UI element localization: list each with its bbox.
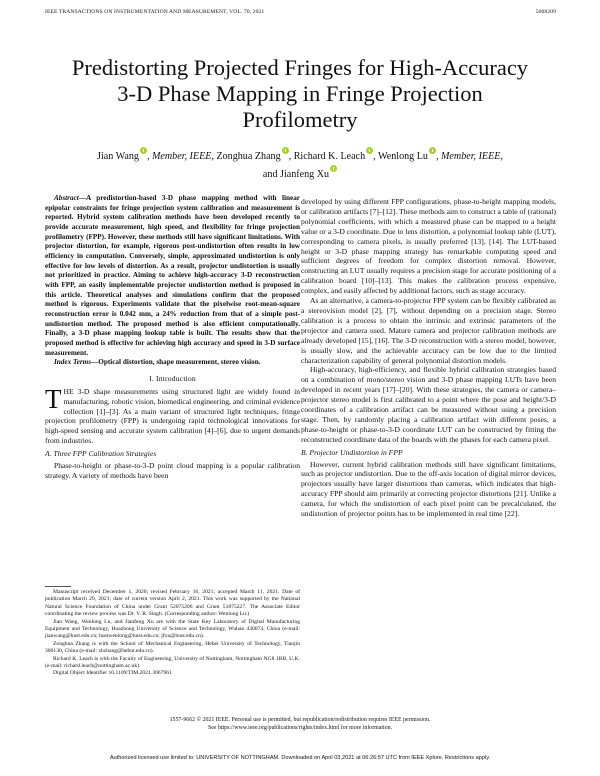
footnote-affiliation-3: Richard K. Leach is with the Faculty of Engineering, University of Nottingham, Nottingham NG8 1BB, U.K. (e-mail: richard.leach@nottingham.ac.uk). — [45, 655, 300, 670]
index-terms-text: —Optical distortion, shape measurement, stereo vision. — [91, 358, 261, 367]
paper-title — [40, 55, 560, 133]
subsection-heading-a: A. Three FPP Calibration Strategies — [45, 449, 157, 459]
running-header — [45, 9, 556, 18]
journal-name: IEEE TRANSACTIONS ON INSTRUMENTATION AND MEASUREMENT, VOL. 70, 2021 — [45, 9, 265, 15]
license-suffix: . Downloaded on April 03,2021 at 06:26:57 UTC from IEEE Xplore. Restrictions apply. — [278, 755, 491, 761]
index-terms-label: Index Terms — [54, 358, 92, 367]
orcid-icon[interactable] — [140, 147, 147, 154]
author-richard-leach: , Richard K. Leach — [288, 151, 366, 162]
section-heading-introduction: I. Introduction — [149, 373, 196, 383]
subsection-a-paragraph: Phase-to-height or phase-to-3-D point cloud mapping is a popular calibration strategy. A variety of methods have been — [45, 461, 300, 480]
intro-text: HE 3-D shape measurements using structured light are widely found in manufacturing, robotic vision, biomedical engineering, and criminal evidence collection [1]–[3]. As a main variant of structured light techniques, fringe projection profilometry (FPP) is undergoing rapid technological innovations for high-speed sensing and accurate system calibration [4]–[6], due to urgent demands from industries. — [45, 386, 300, 446]
index-terms — [45, 358, 300, 368]
author-wenlong-lu: , Wenlong Lu — [373, 151, 428, 162]
author-separator: , — [500, 151, 503, 162]
orcid-icon[interactable] — [282, 147, 289, 154]
right-paragraph-4: However, current hybrid calibration methods still have significant limitations, such as projector undistortion. Due to the off-axis location of digital mirror devices, projectors usually have larger distortions than cameras, which indicates that high-accuracy FPP should aim primarily at correcting projector distortions [21]. Unlike a camera, for which the undistortion of each pixel point can be precalculated, the undistortion of projector points has to be implemented in real time [22]. — [301, 459, 556, 519]
author-jian-wang: Jian Wang — [97, 151, 139, 162]
footnote-manuscript: Manuscript received December 1, 2020; revised February 16, 2021; accepted March 11, 2021. Date of publication March 29, 2021; date of current version April 2, 2021. This work was supported by the National Natural Science Foundation of China under Grant 52075206 and Grant 51875227. The Associate Editor coordinating the review process was Dr. V. R. Singh. (Corresponding author: Wenlong Lu.) — [45, 589, 300, 618]
abstract — [45, 194, 300, 358]
footnote-doi: Digital Object Identifier 10.1109/TIM.2021.3067961 — [53, 670, 172, 677]
right-paragraph-3: High-accuracy, high-efficiency, and flexible hybrid calibration strategies based on a combination of mono/stereo vision and 3-D phase mapping LUTs have been developed in recent years [17]–[20]. With these strategies, the camera or camera–projector stereo model is first calibrated to a point where the pose and height/3-D coordinates of a calibration artifact can be measured without using a precision stage. Then, by randomly placing a calibration artifact with different poses, a phase-to-height or phase-to-3-D coordinate LUT can be constructed by fitting the reconstructed coordinate data of the boards with the phases for each camera pixel. — [301, 365, 556, 444]
footnote-block — [45, 589, 300, 678]
author-line-2 — [60, 165, 540, 183]
author-role: , Member, IEEE — [435, 151, 501, 162]
footnote-affiliation-2: Zonghua Zhang is with the School of Mechanical Engineering, Hebei University of Technology, Tianjin 300130, China (e-mail: zhzhang@hebut.edu.cn). — [45, 640, 300, 655]
copyright-notice — [60, 716, 540, 732]
title-line-3: Profilometry — [242, 107, 358, 132]
author-list — [60, 147, 540, 183]
subsection-heading-b: B. Projector Undistortion in FPP — [301, 447, 403, 457]
abstract-text: —A predistortion-based 3-D phase mapping method with linear epipolar constraints for fringe projection system calibration and measurement is reported. Hybrid system calibration methods have been developed recently to provide accurate measurement, high speed, and flexibility for fringe projection profilometry (FPP). However, these methods still have significant limitations. With projector distortion, for example, rigorous post-undistortion often results in low efficiency in computation. Conversely, simple, approximated undistortion is only effective for low levels of distortion. As a result, projector undistortion is usually not prioritized in practice. Aiming to achieve high-accuracy 3-D reconstruction with FPP, an easily implementable projector undistortion method is proposed in this article. Theoretical analyses and simulations confirm that the proposed method is rigorous. Experiments validate that the pixelwise root-mean-square reconstruction error is 0.042 mm, a 24% reduction from that of a simple post-undistortion method. The proposed method is also efficient computationally. Finally, a 3-D phase mapping lookup table is built. The results show that the proposed method is effective for achieving high accuracy and speed in 3-D surface measurement. — [45, 194, 300, 357]
license-prefix: Authorized licensed use limited to: — [109, 755, 197, 761]
article-number: 5008209 — [535, 9, 556, 15]
footnote-affiliation-1: Jian Wang, Wenlong Lu, and Jianfeng Xu are with the State Key Laboratory of Digital Manufacturing Equipment and Technology, Huazhong University of Science and Technology, Wuhan 430074, China (e-mail: jianwang@hust.edu.cn; hustwenlong@hust.edu.cn; jfxu@hust.edu.cn). — [45, 618, 300, 640]
author-line-1 — [60, 147, 540, 165]
author-jianfeng-xu: and Jianfeng Xu — [262, 169, 330, 180]
title-line-1: Predistorting Projected Fringes for High-Accuracy — [71, 55, 529, 80]
right-column — [301, 197, 556, 519]
author-zonghua-zhang: , Zonghua Zhang — [211, 151, 281, 162]
drop-cap: T — [45, 383, 62, 414]
license-institution: UNIVERSITY OF NOTTINGHAM — [196, 755, 279, 761]
intro-paragraph — [45, 383, 300, 446]
abstract-label: Abstract — [54, 194, 79, 202]
author-role: , Member, IEEE — [146, 151, 212, 162]
license-footer — [0, 755, 600, 761]
title-line-2: 3-D Phase Mapping in Fringe Projection — [117, 81, 483, 106]
right-paragraph-1: developed by using different FPP configurations, phase-to-height mapping models, or calibration artifacts [7]–[12]. These methods aim to construct a table of (rational) polynomial coefficients, with which a measured phase can be mapped to a height value or a 3-D coordinate. Due to lens distortion, a polynomial lookup table (LUT), corresponding to camera pixels, is usually preferred [13], [14]. The LUT-based height or 3-D phase mapping strategy has remarkable computing speed and sufficient degrees of freedom for complex distortion removal. However, constructing an LUT usually requires a precision stage for accurate positioning of a calibration board [10]–[13]. This makes the calibration process expensive, complex, and easily affected by additional factors, such as stage accuracy. — [301, 197, 556, 296]
left-column — [45, 194, 300, 481]
orcid-icon[interactable] — [429, 147, 436, 154]
right-paragraph-2: As an alternative, a camera-to-projector FPP system can be flexibly calibrated as a stereovision model [2], [7], without depending on a precision stage. Stereo calibration is a process to obtain the intrinsic and extrinsic parameters of the projector and camera used. Mature camera and projector calibration methods are already developed [15], [16]. The 3-D reconstruction with a stereo model, however, is usually slow, and the achievable accuracy can be low due to the limited characterization capability of general polynomial distortion models. — [301, 296, 556, 365]
copyright-line-2: See https://www.ieee.org/publications/rights/index.html for more information. — [207, 725, 393, 731]
orcid-icon[interactable] — [330, 165, 337, 172]
copyright-line-1: 1557-9662 © 2021 IEEE. Personal use is permitted, but republication/redistribution requires IEEE permission. — [169, 717, 431, 723]
footnote-rule — [45, 586, 71, 587]
